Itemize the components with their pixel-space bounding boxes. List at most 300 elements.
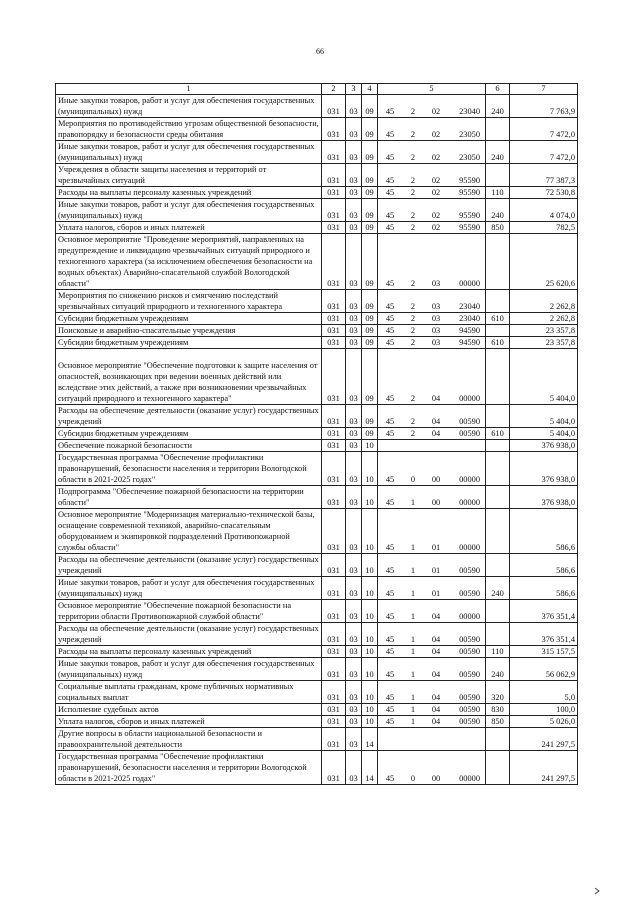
target-article-part-3: 04	[431, 612, 441, 621]
target-article-part-3: 03	[431, 326, 441, 335]
row-amount-cell: 5 026,0	[510, 716, 578, 728]
row-target-article-cell	[378, 486, 486, 509]
row-subsection-cell: 10	[362, 658, 378, 681]
row-amount-cell: 376 351,4	[510, 600, 578, 623]
table-row	[56, 118, 578, 141]
row-gr-code-cell: 031	[322, 164, 346, 187]
row-gr-code-cell: 031	[322, 290, 346, 313]
target-article-part-3: 00	[431, 475, 441, 484]
target-article-code	[380, 634, 483, 645]
target-article-part-3: 00	[431, 498, 441, 507]
row-target-article-cell	[378, 681, 486, 704]
row-subsection-cell: 10	[362, 440, 378, 452]
table-row	[56, 716, 578, 728]
target-article-part-1: 45	[385, 612, 395, 621]
target-article-part-1: 45	[385, 326, 395, 335]
row-name-cell: Подпрограмма "Обеспечение пожарной безопасности на территории области"	[56, 486, 322, 509]
target-article-part-2: 1	[410, 693, 416, 702]
row-target-article-cell	[378, 234, 486, 290]
table-row	[56, 325, 578, 337]
target-article-part-3: 00	[431, 774, 441, 783]
row-gr-code-cell: 031	[322, 452, 346, 486]
target-article-part-2: 2	[410, 153, 416, 162]
row-target-article-cell	[378, 325, 486, 337]
row-section-cell: 03	[346, 486, 362, 509]
target-article-code	[380, 704, 483, 715]
target-article-part-3: 01	[431, 543, 441, 552]
target-article-code	[380, 565, 483, 576]
row-subsection-cell: 09	[362, 187, 378, 199]
row-expense-type-cell	[486, 554, 510, 577]
row-gr-code-cell: 031	[322, 716, 346, 728]
header-col-3: 3	[346, 84, 362, 95]
target-article-part-4: 00590	[459, 670, 480, 679]
row-subsection-cell: 14	[362, 751, 378, 785]
row-name-cell: Исполнение судебных актов	[56, 704, 322, 716]
row-target-article-cell	[378, 509, 486, 554]
target-article-part-3: 03	[431, 302, 441, 311]
target-article-part-3: 04	[431, 635, 441, 644]
row-amount-cell: 23 357,8	[510, 325, 578, 337]
target-article-part-2: 2	[410, 417, 416, 426]
header-col-5: 5	[378, 84, 486, 95]
row-name-cell: Уплата налогов, сборов и иных платежей	[56, 716, 322, 728]
target-article-code	[380, 646, 483, 657]
target-article-part-2: 2	[410, 211, 416, 220]
row-section-cell: 03	[346, 164, 362, 187]
row-subsection-cell: 10	[362, 716, 378, 728]
row-amount-cell: 2 262,8	[510, 313, 578, 325]
target-article-part-2: 2	[410, 302, 416, 311]
target-article-part-3: 04	[431, 394, 441, 403]
row-expense-type-cell: 850	[486, 716, 510, 728]
target-article-part-2: 1	[410, 705, 416, 714]
row-amount-cell: 241 297,5	[510, 728, 578, 751]
row-amount-cell: 315 157,5	[510, 646, 578, 658]
target-article-part-1: 45	[385, 314, 395, 323]
row-gr-code-cell: 031	[322, 658, 346, 681]
row-amount-cell: 7 763,9	[510, 95, 578, 118]
row-expense-type-cell	[486, 751, 510, 785]
row-amount-cell: 376 938,0	[510, 486, 578, 509]
row-section-cell: 03	[346, 337, 362, 349]
target-article-part-4: 23050	[459, 153, 480, 162]
row-expense-type-cell	[486, 164, 510, 187]
row-section-cell: 03	[346, 428, 362, 440]
target-article-part-1: 45	[385, 417, 395, 426]
row-gr-code-cell: 031	[322, 509, 346, 554]
target-article-part-4: 95590	[459, 176, 480, 185]
target-article-part-1: 45	[385, 223, 395, 232]
table-row	[56, 577, 578, 600]
target-article-part-3: 04	[431, 693, 441, 702]
row-expense-type-cell	[486, 349, 510, 405]
target-article-part-1: 45	[385, 670, 395, 679]
target-article-part-2: 1	[410, 589, 416, 598]
target-article-code	[380, 222, 483, 233]
table-row	[56, 440, 578, 452]
table-row	[56, 95, 578, 118]
target-article-code	[380, 278, 483, 289]
target-article-part-1: 45	[385, 188, 395, 197]
row-name-cell: Расходы на выплаты персоналу казенных учреждений	[56, 646, 322, 658]
row-target-article-cell	[378, 187, 486, 199]
row-target-article-cell	[378, 440, 486, 452]
table-row	[56, 428, 578, 440]
target-article-code	[380, 301, 483, 312]
row-gr-code-cell: 031	[322, 141, 346, 164]
row-gr-code-cell: 031	[322, 95, 346, 118]
header-row	[56, 84, 578, 95]
target-article-code	[380, 611, 483, 622]
row-expense-type-cell: 320	[486, 681, 510, 704]
row-expense-type-cell: 850	[486, 222, 510, 234]
header-col-4: 4	[362, 84, 378, 95]
row-section-cell: 03	[346, 716, 362, 728]
row-amount-cell: 586,6	[510, 577, 578, 600]
target-article-part-4: 00000	[459, 612, 480, 621]
header-col-2: 2	[322, 84, 346, 95]
target-article-part-3: 02	[431, 176, 441, 185]
target-article-part-3: 03	[431, 338, 441, 347]
target-article-part-1: 45	[385, 429, 395, 438]
row-section-cell: 03	[346, 199, 362, 222]
table-row	[56, 681, 578, 704]
row-section-cell: 03	[346, 681, 362, 704]
row-expense-type-cell: 240	[486, 658, 510, 681]
row-name-cell: Иные закупки товаров, работ и услуг для обеспечения государственных (муниципальных) нужд	[56, 577, 322, 600]
row-section-cell: 03	[346, 452, 362, 486]
table-row	[56, 187, 578, 199]
target-article-part-4: 00590	[459, 693, 480, 702]
target-article-part-1: 45	[385, 693, 395, 702]
target-article-part-1: 45	[385, 498, 395, 507]
row-expense-type-cell	[486, 509, 510, 554]
row-expense-type-cell	[486, 728, 510, 751]
row-name-cell: Поисковые и аварийно-спасательные учреждения	[56, 325, 322, 337]
row-gr-code-cell: 031	[322, 222, 346, 234]
target-article-part-2: 2	[410, 279, 416, 288]
row-gr-code-cell: 031	[322, 337, 346, 349]
row-amount-cell: 5 404,0	[510, 405, 578, 428]
row-amount-cell: 586,6	[510, 509, 578, 554]
row-subsection-cell: 10	[362, 646, 378, 658]
row-subsection-cell: 09	[362, 337, 378, 349]
row-gr-code-cell: 031	[322, 325, 346, 337]
row-subsection-cell: 09	[362, 118, 378, 141]
target-article-part-2: 2	[410, 130, 416, 139]
row-target-article-cell	[378, 716, 486, 728]
row-subsection-cell: 10	[362, 509, 378, 554]
row-target-article-cell	[378, 141, 486, 164]
row-gr-code-cell: 031	[322, 728, 346, 751]
row-name-cell: Основное мероприятие "Обеспечение пожарной безопасности на территории области Противопожарной службой области"	[56, 600, 322, 623]
table-row	[56, 704, 578, 716]
row-gr-code-cell: 031	[322, 234, 346, 290]
target-article-part-3: 02	[431, 107, 441, 116]
row-expense-type-cell	[486, 234, 510, 290]
row-expense-type-cell: 610	[486, 313, 510, 325]
row-target-article-cell	[378, 290, 486, 313]
row-name-cell: Субсидии бюджетным учреждениям	[56, 428, 322, 440]
table-row	[56, 728, 578, 751]
row-name-cell: Расходы на обеспечение деятельности (оказание услуг) государственных учреждений	[56, 405, 322, 428]
target-article-part-1: 45	[385, 647, 395, 656]
row-name-cell: Основное мероприятие "Проведение мероприятий, направленных на предупреждение и ликвидацию чрезвычайных ситуаций природного и техногенного характера (за исключением обеспечения безопасности на водных объектах) Аварийно-спасательной службой Вологодской области"	[56, 234, 322, 290]
target-article-part-4: 00590	[459, 417, 480, 426]
target-article-part-4: 94590	[459, 326, 480, 335]
row-target-article-cell	[378, 728, 486, 751]
target-article-part-4: 94590	[459, 338, 480, 347]
target-article-code	[380, 416, 483, 427]
row-section-cell: 03	[346, 440, 362, 452]
budget-table	[55, 83, 578, 785]
target-article-code	[380, 152, 483, 163]
target-article-part-4: 95590	[459, 188, 480, 197]
header-col-7: 7	[510, 84, 578, 95]
target-article-part-2: 1	[410, 670, 416, 679]
target-article-part-4: 23050	[459, 130, 480, 139]
row-expense-type-cell	[486, 440, 510, 452]
target-article-part-3: 02	[431, 153, 441, 162]
target-article-code	[380, 669, 483, 680]
target-article-part-4: 00000	[459, 774, 480, 783]
row-amount-cell: 5,0	[510, 681, 578, 704]
target-article-part-4: 23040	[459, 314, 480, 323]
target-article-part-2: 2	[410, 314, 416, 323]
row-name-cell: Государственная программа "Обеспечение профилактики правонарушений, безопасности населения и территории Вологодской области в 2021-2025 годах"	[56, 751, 322, 785]
target-article-part-2: 1	[410, 543, 416, 552]
target-article-part-2: 1	[410, 647, 416, 656]
target-article-code	[380, 497, 483, 508]
row-target-article-cell	[378, 199, 486, 222]
row-amount-cell: 100,0	[510, 704, 578, 716]
row-name-cell: Другие вопросы в области национальной безопасности и правоохранительной деятельности	[56, 728, 322, 751]
row-section-cell: 03	[346, 751, 362, 785]
target-article-part-2: 2	[410, 107, 416, 116]
row-gr-code-cell: 031	[322, 187, 346, 199]
target-article-part-4: 00590	[459, 635, 480, 644]
row-section-cell: 03	[346, 623, 362, 646]
row-expense-type-cell: 240	[486, 141, 510, 164]
row-target-article-cell	[378, 577, 486, 600]
row-expense-type-cell: 110	[486, 646, 510, 658]
row-name-cell: Иные закупки товаров, работ и услуг для обеспечения государственных (муниципальных) нужд	[56, 199, 322, 222]
target-article-code	[380, 542, 483, 553]
target-article-code	[380, 106, 483, 117]
target-article-part-1: 45	[385, 566, 395, 575]
table-row	[56, 337, 578, 349]
target-article-part-4: 00000	[459, 498, 480, 507]
row-subsection-cell: 10	[362, 704, 378, 716]
row-section-cell: 03	[346, 509, 362, 554]
row-name-cell: Иные закупки товаров, работ и услуг для обеспечения государственных (муниципальных) нужд	[56, 658, 322, 681]
target-article-part-2: 0	[410, 774, 416, 783]
row-name-cell: Уплата налогов, сборов и иных платежей	[56, 222, 322, 234]
row-target-article-cell	[378, 313, 486, 325]
target-article-part-4: 23040	[459, 107, 480, 116]
table-body	[56, 95, 578, 785]
page-number: 66	[316, 47, 324, 56]
row-name-cell: Расходы на обеспечение деятельности (оказание услуг) государственных учреждений	[56, 623, 322, 646]
row-subsection-cell: 09	[362, 222, 378, 234]
target-article-code	[380, 588, 483, 599]
target-article-code	[380, 337, 483, 348]
target-article-part-4: 95590	[459, 223, 480, 232]
table-row	[56, 600, 578, 623]
target-article-code	[380, 716, 483, 727]
table-row	[56, 646, 578, 658]
row-section-cell: 03	[346, 405, 362, 428]
row-target-article-cell	[378, 554, 486, 577]
target-article-part-3: 03	[431, 279, 441, 288]
table-row	[56, 313, 578, 325]
target-article-part-2: 1	[410, 612, 416, 621]
target-article-part-2: 1	[410, 635, 416, 644]
target-article-part-3: 04	[431, 670, 441, 679]
row-amount-cell: 7 472,0	[510, 141, 578, 164]
row-gr-code-cell: 031	[322, 646, 346, 658]
target-article-code	[380, 393, 483, 404]
row-amount-cell: 782,5	[510, 222, 578, 234]
target-article-code	[380, 773, 483, 784]
row-name-cell: Мероприятия по противодействию угрозам общественной безопасности, правопорядку и безопасности среды обитания	[56, 118, 322, 141]
row-gr-code-cell: 031	[322, 623, 346, 646]
target-article-part-1: 45	[385, 211, 395, 220]
target-article-part-4: 00000	[459, 543, 480, 552]
target-article-part-1: 45	[385, 338, 395, 347]
target-article-part-2: 0	[410, 475, 416, 484]
row-section-cell: 03	[346, 646, 362, 658]
row-amount-cell: 2 262,8	[510, 290, 578, 313]
target-article-part-2: 2	[410, 223, 416, 232]
target-article-part-4: 00590	[459, 429, 480, 438]
target-article-part-2: 2	[410, 429, 416, 438]
row-expense-type-cell	[486, 325, 510, 337]
row-amount-cell: 376 351,4	[510, 623, 578, 646]
row-expense-type-cell: 610	[486, 337, 510, 349]
row-gr-code-cell: 031	[322, 577, 346, 600]
row-amount-cell: 5 404,0	[510, 428, 578, 440]
table-row	[56, 658, 578, 681]
row-target-article-cell	[378, 600, 486, 623]
row-section-cell: 03	[346, 349, 362, 405]
row-amount-cell: 5 404,0	[510, 349, 578, 405]
row-gr-code-cell: 031	[322, 313, 346, 325]
row-target-article-cell	[378, 658, 486, 681]
table-row	[56, 486, 578, 509]
target-article-part-2: 2	[410, 394, 416, 403]
target-article-code	[380, 187, 483, 198]
target-article-part-3: 04	[431, 705, 441, 714]
table-row	[56, 349, 578, 405]
target-article-part-1: 45	[385, 635, 395, 644]
target-article-part-2: 2	[410, 176, 416, 185]
target-article-part-1: 45	[385, 153, 395, 162]
row-expense-type-cell: 240	[486, 577, 510, 600]
target-article-part-3: 02	[431, 130, 441, 139]
header-col-1: 1	[56, 84, 322, 95]
row-amount-cell: 376 938,0	[510, 452, 578, 486]
target-article-part-1: 45	[385, 176, 395, 185]
target-article-part-1: 45	[385, 589, 395, 598]
row-expense-type-cell	[486, 290, 510, 313]
row-target-article-cell	[378, 428, 486, 440]
row-section-cell: 03	[346, 313, 362, 325]
target-article-code	[380, 129, 483, 140]
target-article-part-3: 03	[431, 314, 441, 323]
row-target-article-cell	[378, 222, 486, 234]
row-name-cell: Расходы на выплаты персоналу казенных учреждений	[56, 187, 322, 199]
target-article-part-2: 2	[410, 188, 416, 197]
row-subsection-cell: 09	[362, 290, 378, 313]
table-row	[56, 164, 578, 187]
target-article-part-1: 45	[385, 394, 395, 403]
table-row	[56, 554, 578, 577]
row-subsection-cell: 10	[362, 600, 378, 623]
row-section-cell: 03	[346, 728, 362, 751]
row-target-article-cell	[378, 95, 486, 118]
target-article-part-1: 45	[385, 302, 395, 311]
row-section-cell: 03	[346, 290, 362, 313]
target-article-part-2: 1	[410, 717, 416, 726]
row-expense-type-cell	[486, 623, 510, 646]
row-section-cell: 03	[346, 325, 362, 337]
row-amount-cell: 56 062,9	[510, 658, 578, 681]
row-expense-type-cell	[486, 452, 510, 486]
row-section-cell: 03	[346, 577, 362, 600]
row-subsection-cell: 09	[362, 141, 378, 164]
row-name-cell: Субсидии бюджетным учреждениям	[56, 313, 322, 325]
target-article-part-4: 00000	[459, 475, 480, 484]
row-amount-cell: 376 938,0	[510, 440, 578, 452]
row-section-cell: 03	[346, 187, 362, 199]
row-section-cell: 03	[346, 554, 362, 577]
row-name-cell: Государственная программа "Обеспечение профилактики правонарушений, безопасности населения и территории Вологодской области в 2021-2025 годах"	[56, 452, 322, 486]
target-article-part-2: 1	[410, 498, 416, 507]
target-article-part-1: 45	[385, 717, 395, 726]
row-gr-code-cell: 031	[322, 405, 346, 428]
row-section-cell: 03	[346, 222, 362, 234]
row-subsection-cell: 09	[362, 405, 378, 428]
table-row	[56, 623, 578, 646]
target-article-code	[380, 474, 483, 485]
target-article-code	[380, 210, 483, 221]
table-row	[56, 509, 578, 554]
row-amount-cell: 241 297,5	[510, 751, 578, 785]
row-gr-code-cell: 031	[322, 554, 346, 577]
target-article-part-4: 23040	[459, 302, 480, 311]
page-corner-mark	[594, 887, 600, 895]
table-row	[56, 199, 578, 222]
target-article-code	[380, 313, 483, 324]
target-article-part-4: 00000	[459, 279, 480, 288]
table-row	[56, 141, 578, 164]
row-target-article-cell	[378, 452, 486, 486]
row-subsection-cell: 10	[362, 577, 378, 600]
row-name-cell: Учреждения в области защиты населения и территорий от чрезвычайных ситуаций	[56, 164, 322, 187]
row-subsection-cell: 10	[362, 623, 378, 646]
row-name-cell: Основное мероприятие "Обеспечение подготовки к защите населения от опасностей, возникающих при ведении военных действий или вследствие этих действий, а также при возникновении чрезвычайных ситуаций природного и техногенного характера"	[56, 349, 322, 405]
row-amount-cell: 25 620,6	[510, 234, 578, 290]
target-article-part-1: 45	[385, 705, 395, 714]
row-name-cell: Обеспечение пожарной безопасности	[56, 440, 322, 452]
target-article-part-4: 00590	[459, 566, 480, 575]
row-section-cell: 03	[346, 95, 362, 118]
row-gr-code-cell: 031	[322, 349, 346, 405]
row-section-cell: 03	[346, 704, 362, 716]
target-article-part-1: 45	[385, 130, 395, 139]
